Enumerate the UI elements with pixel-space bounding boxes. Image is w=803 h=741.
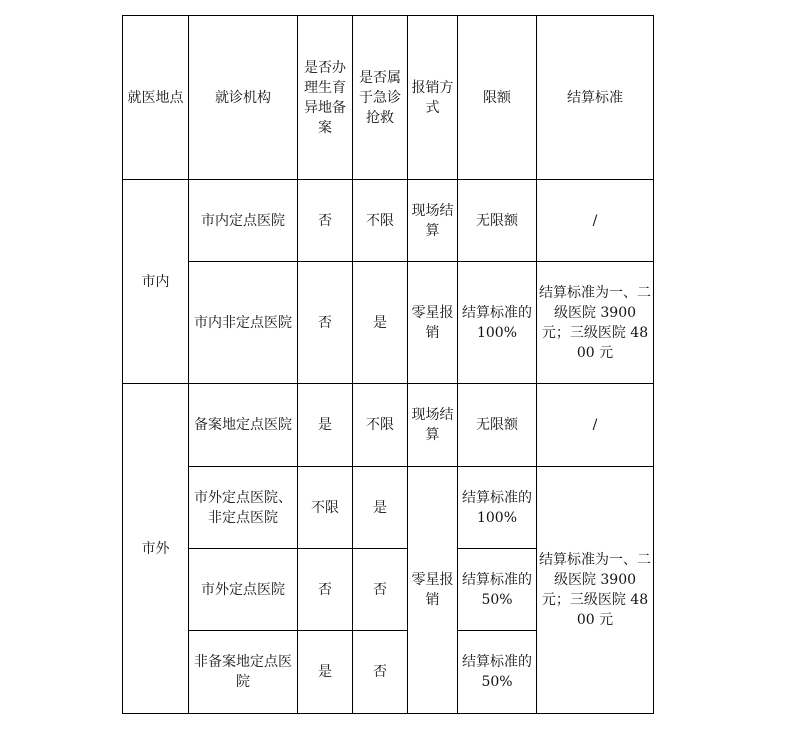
cell-emergency: 否 [353,549,408,631]
cell-limit: 结算标准的100% [458,467,537,549]
group-city-out: 市外 [123,384,189,714]
cell-method: 现场结算 [408,384,458,467]
header-method: 报销方式 [408,16,458,180]
header-location: 就医地点 [123,16,189,180]
cell-method-merged: 零星报销 [408,467,458,714]
table-row [123,384,654,467]
cell-institution: 市外定点医院 [189,549,298,631]
cell-method: 现场结算 [408,180,458,262]
reimbursement-table [122,15,654,714]
cell-standard: / [537,180,654,262]
cell-filing: 不限 [298,467,353,549]
cell-limit: 无限额 [458,180,537,262]
cell-emergency: 不限 [353,180,408,262]
cell-standard-merged: 结算标准为一、二级医院 3900 元；三级医院 4800 元 [537,467,654,714]
cell-limit: 结算标准的50% [458,549,537,631]
cell-institution: 市外定点医院、非定点医院 [189,467,298,549]
cell-limit: 结算标准的50% [458,631,537,714]
cell-filing: 是 [298,631,353,714]
header-emergency: 是否属于急诊抢救 [353,16,408,180]
cell-standard: / [537,384,654,467]
cell-filing: 否 [298,180,353,262]
cell-institution: 非备案地定点医院 [189,631,298,714]
cell-institution: 市内定点医院 [189,180,298,262]
cell-standard: 结算标准为一、二级医院 3900 元；三级医院 4800 元 [537,262,654,384]
table-row [123,262,654,384]
cell-filing: 否 [298,262,353,384]
cell-limit: 无限额 [458,384,537,467]
cell-institution: 备案地定点医院 [189,384,298,467]
cell-filing: 是 [298,384,353,467]
cell-emergency: 是 [353,467,408,549]
header-filing: 是否办理生育异地备案 [298,16,353,180]
cell-limit: 结算标准的100% [458,262,537,384]
cell-filing: 否 [298,549,353,631]
header-standard: 结算标准 [537,16,654,180]
header-row [123,16,654,180]
cell-emergency: 否 [353,631,408,714]
table-row [123,180,654,262]
cell-emergency: 不限 [353,384,408,467]
cell-method: 零星报销 [408,262,458,384]
group-city-in: 市内 [123,180,189,384]
cell-institution: 市内非定点医院 [189,262,298,384]
cell-emergency: 是 [353,262,408,384]
table-row [123,467,654,549]
header-limit: 限额 [458,16,537,180]
header-institution: 就诊机构 [189,16,298,180]
